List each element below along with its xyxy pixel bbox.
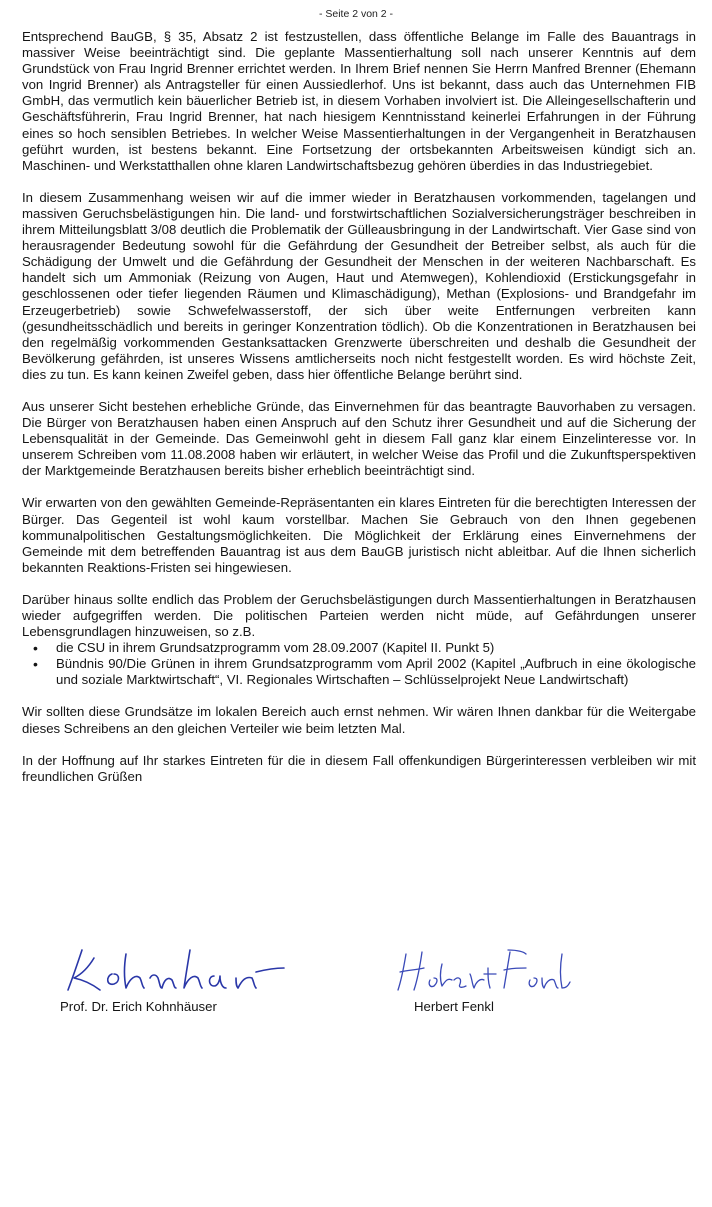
signature-block: [0, 940, 712, 1020]
closing-salutation: In der Hoffnung auf Ihr starkes Eintreten für die in diesem Fall offenkundigen Bürgerinteressen verbleiben wir mit freundlichen Grüßen: [22, 752, 696, 784]
signature-fenkl: [392, 944, 572, 996]
page-number-header: - Seite 2 von 2 -: [318, 8, 394, 20]
paragraph-consent: Aus unserer Sicht bestehen erhebliche Gründe, das Einvernehmen für das beantragte Bauvorhaben zu versagen. Die Bürger von Beratzhausen haben einen Anspruch auf den Schutz ihrer Gesundheit und auf die Sicherung der Lebensqualität in der Gemeinde. Das Gemeinwohl geht in diesem Fall ganz klar einem Einzelinteresse vor. In unserem Schreiben vom 11.08.2008 haben wir erläutert, in welcher Weise das Profil und die Zukunftsperspektiven der Marktgemeinde Beratzhausen bereits bisher erheblich beeinträchtigt sind.: [22, 398, 696, 479]
paragraph-baugb: Entsprechend BauGB, § 35, Absatz 2 ist festzustellen, dass öffentliche Belange im Falle des Bauantrags in massiver Weise beeinträchtigt sind. Die geplante Massentierhaltung soll nach unserer Kenntnis auf dem Grundstück von Frau Ingrid Brenner errichtet werden. In Ihrem Brief nennen Sie Herrn Manfred Brenner (Ehemann von Ingrid Brenner) als Antragsteller für einen Aussiedlerhof. Uns ist bekannt, dass auch das Unternehmen FIB GmbH, das vermutlich kein bäuerlicher Betrieb ist, in diesem Vorhaben involviert ist. Die Alleingesellschafterin und Geschäftsführerin, Frau Ingrid Brenner, hat nach hiesigem Kenntnisstand keinerlei Erfahrungen in der Führung eines so hoch sensiblen Betriebes. In welcher Weise Massentierhaltungen in der Vergangenheit in Beratzhausen geführt wurden, ist bestens bekannt. Eine Fortsetzung der ortsbekannten Arbeitsweisen kündigt sich an. Maschinen- und Werkstatthallen ohne klaren Landwirtschaftsbezug gehören überdies in das Industriegebiet.: [22, 29, 696, 173]
paragraph-expectation: Wir erwarten von den gewählten Gemeinde-Repräsentanten ein klares Eintreten für die berechtigten Interessen der Bürger. Das Gegenteil ist wohl kaum vorstellbar. Machen Sie Gebrauch von den Ihnen gegebenen kommunalpolitischen Gestaltungsmöglichkeiten. Die Möglichkeit der Erklärung eines Einvernehmens der Gemeinde mit dem betreffenden Bauantrag ist aus dem BauGB juristisch nicht ableitbar. Auf die Ihnen sicherlich bekannten Reaktions-Fristen sei hingewiesen.: [22, 495, 696, 575]
list-item: • Bündnis 90/Die Grünen in ihrem Grundsatzprogramm vom April 2002 (Kapitel „Aufbruch in eine ökologische und soziale Marktwirtschaft“, VI. Regionales Wirtschaften – Schlüsselprojekt Neue Landwirtschaft): [56, 656, 696, 688]
paragraph-parties: Darüber hinaus sollte endlich das Problem der Geruchsbelästigungen durch Massentierhaltungen in Beratzhausen wieder aufgegriffen werden. Die politischen Parteien werden nicht müde, auf Gefährdungen unserer Lebensgrundlagen hinzuweisen, so z.B.: [22, 591, 696, 640]
handwritten-signature-2: [392, 944, 572, 996]
signer-name-kohnhaeuser: Prof. Dr. Erich Kohnhäuser: [60, 999, 217, 1014]
signer-name-fenkl: Herbert Fenkl: [414, 999, 494, 1014]
list-item: • die CSU in ihrem Grundsatzprogramm vom 28.09.2007 (Kapitel II. Punkt 5): [56, 640, 696, 656]
paragraph-odor: In diesem Zusammenhang weisen wir auf die immer wieder in Beratzhausen vorkommenden, tagelangen und massiven Geruchsbelästigungen hin. Die land- und forstwirtschaftlichen Sozialversicherungsträger beschreiben in ihrem Mitteilungsblatt 3/08 deutlich die Problematik der Gülleausbringung in der Landwirtschaft. Vier Gase sind von herausragender Bedeutung sowohl für die Gefährdung der Gesundheit der Betreiber selbst, als auch für die Schädigung der Umwelt und die Gefährdung der Gesundheit der Menschen in der weiteren Nachbarschaft. Es handelt sich um Ammoniak (Reizung von Augen, Haut und Atemwegen), Kohlendioxid (Erstickungsgefahr in geschlossenen oder tiefer liegenden Räumen und Klimaschädigung), Methan (Explosions- und Brandgefahr im Erzeugerbetrieb) sowie Schwefelwasserstoff, der sich über weite Entfernungen verbreiten kann (gesundheitsschädlich und bereits in geringer Konzentration tödlich). Ob die Konzentrationen in Beratzhausen bei den regelmäßig vorkommenden Gestanksattacken Grenzwerte überschreiten und deshalb die Gesundheit der Bevölkerung gefährden, ist unseres Wissens amtlicherseits noch nicht festgestellt worden. Es wird höchste Zeit, dies zu tun. Es kann keinen Zweifel geben, dass hier öffentliche Belange berührt sind.: [22, 189, 696, 382]
signature-kohnhaeuser: [60, 944, 290, 994]
paragraph-request: Wir sollten diese Grundsätze im lokalen Bereich auch ernst nehmen. Wir wären Ihnen dankbar für die Weitergabe dieses Schreibens an den gleichen Verteiler wie beim letzten Mal.: [22, 704, 696, 736]
letter-body: [22, 29, 696, 785]
handwritten-signature-1: [60, 944, 290, 994]
party-program-list: [22, 640, 696, 688]
